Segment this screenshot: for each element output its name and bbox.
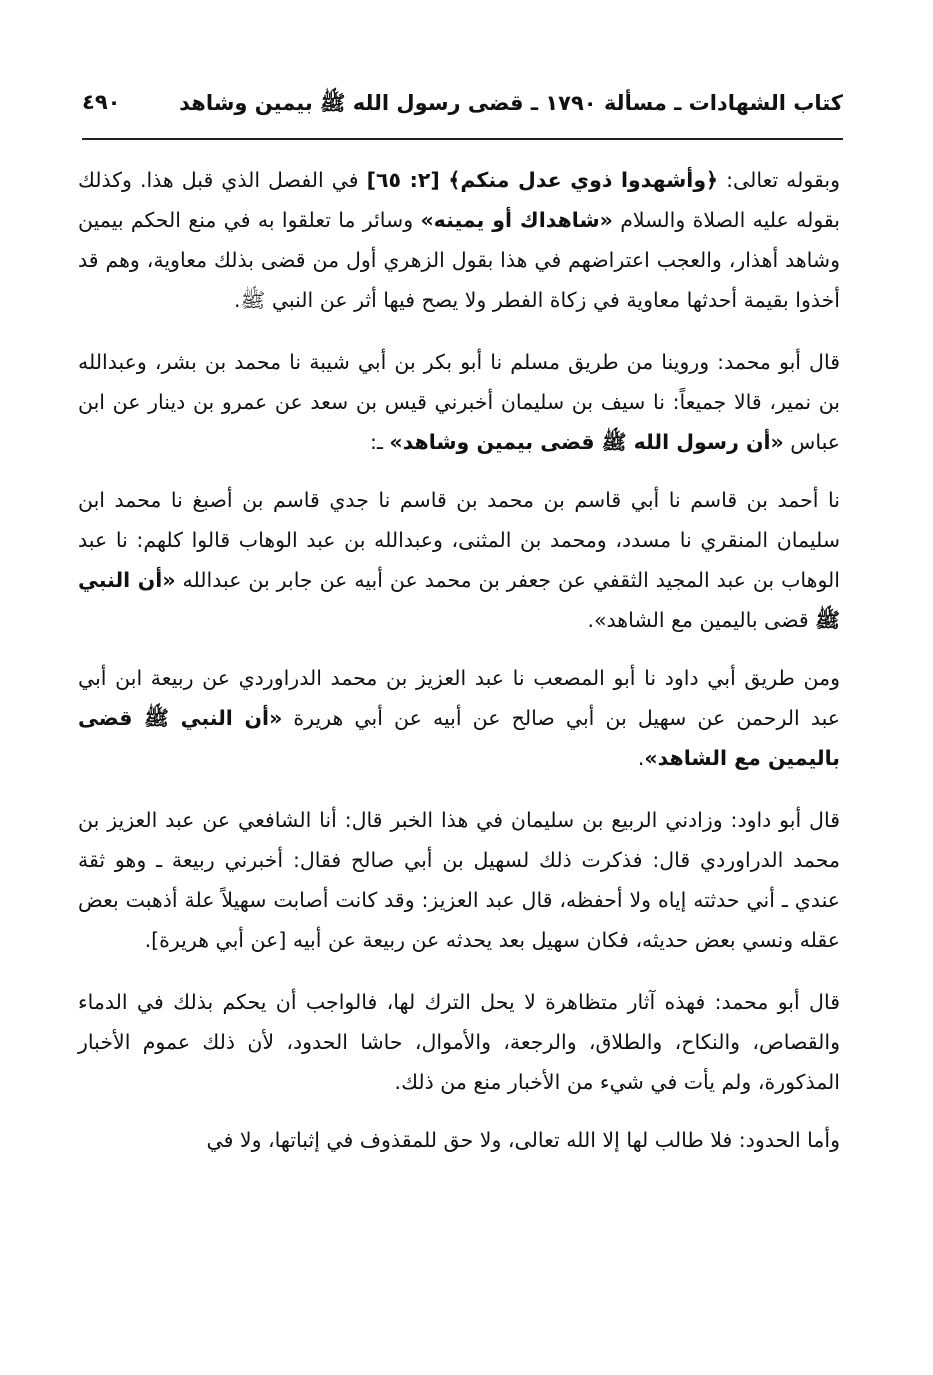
text-run: قال أبو داود: وزادني الربيع بن سليمان في هذا الخبر قال: أنا الشافعي عن عبد العزيز بن محمد الدراوردي قال: فذكرت ذلك لسهيل بن أبي صالح فقال: أخبرني ربيعة ـ وهو ثقة عندي ـ أني حدثته إياه ولا أحفظه، قال عبد العزيز: وقد كانت أصابت سهيلاً علة أذهبت بعض عقله ونسي بعض حديثه، فكان سهيل بعد يحدثه عن ربيعة عن أبيه [عن أبي هريرة].: [78, 808, 840, 952]
quran-quote: ﴿وأشهدوا ذوي عدل منكم﴾ [٢: ٦٥]: [366, 168, 719, 192]
text-run: قضى باليمين مع الشاهد».: [587, 608, 816, 632]
hadith-quote: «أن رسول الله ﷺ قضى بيمين وشاهد»: [389, 430, 784, 454]
paragraph-3: [78, 480, 840, 640]
page-number: ٤٩٠: [82, 90, 121, 114]
text-run: قال أبو محمد: وروينا من طريق مسلم نا أبو بكر بن أبي شيبة نا محمد بن بشر، وعبدالله بن نمير، قالا جميعاً: نا سيف بن سليمان أخبرني قيس بن سعد عن عمرو بن دينار عن ابن عباس: [78, 350, 840, 454]
text-run: ـ:: [369, 430, 390, 454]
hadith-quote: «أن النبي ﷺ قضى باليمين مع الشاهد»: [78, 706, 840, 770]
header-divider: [82, 138, 843, 140]
paragraph-4: [78, 658, 840, 778]
text-run: قال أبو محمد: فهذه آثار متظاهرة لا يحل الترك لها، فالواجب أن يحكم بذلك في الدماء والقصاص، والنكاح، والطلاق، والرجعة، والأموال، حاشا الحدود، لأن ذلك عموم الأخبار المذكورة، ولم يأت في شيء من الأخبار منع من ذلك.: [78, 990, 840, 1094]
text-run: وأما الحدود: فلا طالب لها إلا الله تعالى، ولا حق للمقذوف في إثباتها، ولا في: [206, 1128, 840, 1152]
hadith-quote: «أن النبي ﷺ: [78, 568, 840, 632]
paragraph-7: [78, 1120, 840, 1160]
main-text: [78, 160, 840, 1160]
paragraph-2: [78, 342, 840, 462]
hadith-quote: «شاهداك أو يمينه»: [420, 208, 613, 232]
text-run: في الفصل الذي قبل هذا. وكذلك بقوله عليه الصلاة والسلام: [78, 168, 840, 232]
paragraph-1: [78, 160, 840, 320]
text-run: نا أحمد بن قاسم نا أبي قاسم بن محمد بن قاسم نا جدي قاسم بن أصبغ نا محمد ابن سليمان المنقري نا مسدد، ومحمد بن المثنى، وعبدالله بن عبد الوهاب قالوا كلهم: نا عبد الوهاب بن عبد المجيد الثقفي عن جعفر بن محمد عن أبيه عن جابر بن عبدالله: [78, 488, 840, 592]
text-run: ومن طريق أبي داود نا أبو المصعب نا عبد العزيز بن محمد الدراوردي عن ربيعة ابن أبي عبد الرحمن عن سهيل بن أبي صالح عن أبيه عن أبي هريرة: [78, 666, 840, 730]
paragraph-6: [78, 982, 840, 1102]
text-run: وسائر ما تعلقوا به في منع الحكم بيمين وشاهد أهذار، والعجب اعتراضهم في هذا بقول الزهري أول من قضى بذلك معاوية، وهم قد أخذوا بقيمة أحدثها معاوية في زكاة الفطر ولا يصح فيها أثر عن النبي ﷺ.: [78, 208, 840, 312]
paragraph-5: [78, 800, 840, 960]
running-header: [82, 86, 843, 130]
text-run: وبقوله تعالى:: [718, 168, 840, 192]
text-run: .: [637, 746, 645, 770]
header-title: كتاب الشهادات ـ مسألة ١٧٩٠ ـ قضى رسول الله ﷺ بيمين وشاهد: [179, 91, 843, 115]
